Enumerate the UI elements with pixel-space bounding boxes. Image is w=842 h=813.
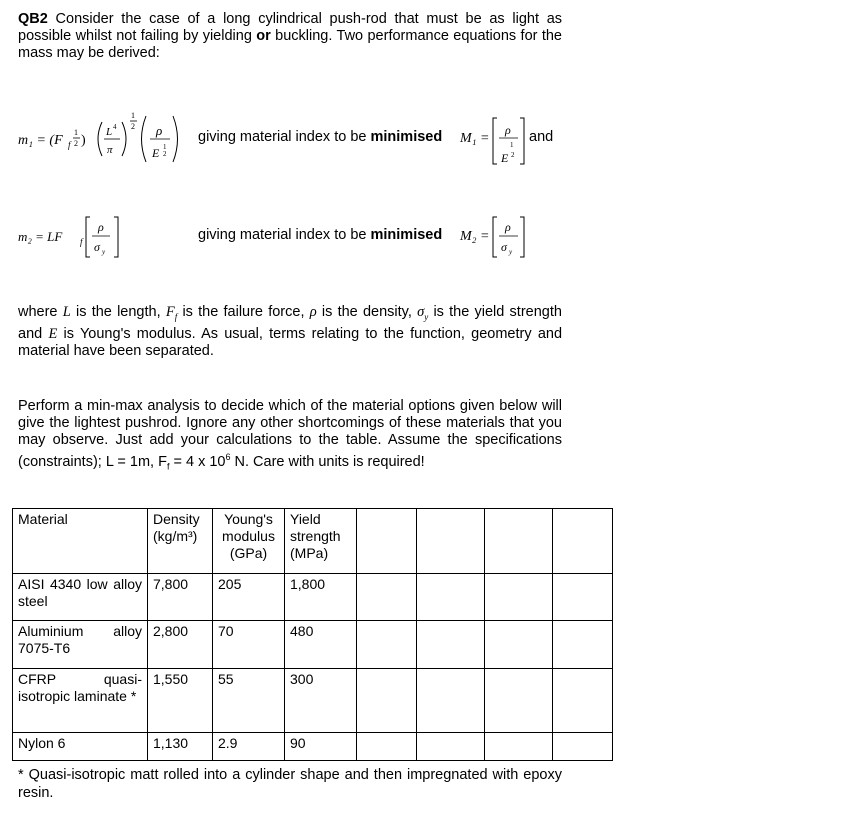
empty-cell[interactable]	[485, 621, 553, 669]
table-row	[13, 733, 613, 761]
m1-rho: ρ	[505, 123, 511, 137]
eq1-half2-num: 1	[131, 111, 135, 120]
eq1-half1-num: 1	[74, 128, 78, 137]
eq1-E: E	[152, 146, 160, 160]
row-density: 2,800	[148, 621, 213, 669]
eq1-and: and	[529, 129, 554, 145]
empty-cell[interactable]	[485, 669, 553, 733]
row-material: AISI 4340 low alloy steel	[13, 574, 148, 621]
row-modulus: 2.9	[213, 733, 285, 761]
empty-cell[interactable]	[485, 509, 553, 574]
index-m2	[458, 213, 530, 263]
row-strength: 300	[285, 669, 357, 733]
task-sup: 6	[225, 452, 231, 462]
empty-cell[interactable]	[553, 621, 613, 669]
where-t5: is the yield strength and	[18, 304, 562, 342]
empty-cell[interactable]	[357, 733, 417, 761]
m1-E: E	[501, 151, 509, 165]
m2-rho: ρ	[505, 220, 511, 234]
m1-exp-num: 1	[510, 141, 514, 149]
empty-cell[interactable]	[357, 669, 417, 733]
empty-cell[interactable]	[417, 733, 485, 761]
eq1-close-paren: )	[81, 133, 86, 148]
row-modulus: 205	[213, 574, 285, 621]
where-t6: is Young's modulus. As usual, terms relating to the function, geometry and material have been separated.	[18, 325, 563, 359]
empty-cell[interactable]	[357, 509, 417, 574]
where-sigma: $\sigma_y$	[417, 304, 429, 322]
eq1-giving	[198, 129, 442, 145]
task-text2: = 4 x 10	[169, 453, 226, 470]
table-footnote: * Quasi-isotropic matt rolled into a cylinder shape and then impregnated with epoxy resin.	[18, 767, 562, 801]
eq1-L: L	[106, 126, 113, 138]
eq1-L-exp: 4	[113, 123, 117, 131]
row-modulus: 55	[213, 669, 285, 733]
header-material: Material	[13, 509, 148, 574]
equation-m2-formula	[18, 211, 128, 261]
equation-m1	[18, 104, 188, 178]
task-text: Perform a min-max analysis to decide which of the material options given below will give the lightest pushrod. Ignore any other shortcomings of these materials that you may observe. Just add your calculations to the table. Assume the specifications (constraints); L = 1m, F	[18, 398, 562, 470]
header-strength: Yield strength (MPa)	[285, 509, 357, 574]
row-density: 1,130	[148, 733, 213, 761]
header-density: Density (kg/m³)	[148, 509, 213, 574]
eq1-pi: π	[107, 144, 113, 156]
row-density: 7,800	[148, 574, 213, 621]
empty-cell[interactable]	[553, 669, 613, 733]
equation-m1-formula	[18, 104, 188, 174]
intro-or: or	[256, 28, 271, 44]
eq2-giving-text: giving material index to be	[198, 227, 367, 243]
eq1-sub-f: f	[68, 140, 71, 150]
eq1-rho: ρ	[156, 123, 163, 138]
row-strength: 1,800	[285, 574, 357, 621]
eq1-minimised: minimised	[370, 129, 443, 145]
intro-text: Consider the case of a long cylindrical push-rod that must be as light as possible whilst not failing by yielding	[18, 11, 563, 44]
row-strength: 480	[285, 621, 357, 669]
where-Ff: $F_f$	[165, 304, 178, 322]
intro-end: buckling. Two performance equations for the mass may be derived:	[18, 28, 562, 61]
eq1-half1-den: 2	[74, 139, 78, 148]
empty-cell[interactable]	[417, 574, 485, 621]
row-modulus: 70	[213, 621, 285, 669]
empty-cell[interactable]	[485, 733, 553, 761]
eq1-half2-den: 2	[131, 122, 135, 131]
empty-cell[interactable]	[553, 509, 613, 574]
eq2-minimised: minimised	[370, 227, 443, 243]
eq2-sub-f: f	[80, 237, 83, 247]
row-material: Nylon 6	[13, 733, 148, 761]
index-m1-formula	[458, 112, 528, 168]
empty-cell[interactable]	[553, 733, 613, 761]
task-sub: f	[166, 461, 170, 472]
row-material: Aluminium alloy 7075-T6	[13, 621, 148, 669]
eq2-lhs: m₂ = LF	[18, 229, 63, 244]
eq2-sigma: σ	[94, 240, 100, 254]
eq2-rho: ρ	[98, 220, 104, 234]
eq1-E-exp-num: 1	[163, 143, 167, 151]
row-material: CFRP quasi-isotropic laminate *	[13, 669, 148, 733]
m2-sigma-sub: y	[509, 248, 513, 256]
where-t4: is the density,	[321, 304, 412, 320]
empty-cell[interactable]	[417, 669, 485, 733]
table-header-row	[13, 509, 613, 574]
where-t3: is the failure force,	[182, 304, 305, 320]
m1-exp-den: 2	[511, 151, 515, 159]
where-t1: where	[18, 304, 58, 320]
eq1-E-exp-den: 2	[163, 150, 167, 158]
where-E: E	[48, 325, 58, 342]
where-t2: is the length,	[76, 304, 161, 320]
header-modulus: Young's modulus (GPa)	[213, 509, 285, 574]
eq2-giving	[198, 227, 442, 243]
empty-cell[interactable]	[357, 574, 417, 621]
row-density: 1,550	[148, 669, 213, 733]
task-paragraph	[18, 398, 562, 476]
empty-cell[interactable]	[357, 621, 417, 669]
table-row	[13, 621, 613, 669]
eq1-lhs: m₁ = (F	[18, 133, 63, 148]
where-rho: ρ	[309, 304, 317, 320]
eq2-sigma-sub: y	[102, 248, 106, 256]
question-label: QB2	[18, 11, 48, 27]
index-m1	[458, 112, 528, 172]
row-strength: 90	[285, 733, 357, 761]
m2-sigma: σ	[501, 240, 507, 254]
m1-label: M₁ =	[460, 131, 490, 146]
empty-cell[interactable]	[417, 621, 485, 669]
empty-cell[interactable]	[417, 509, 485, 574]
table-row	[13, 574, 613, 621]
equation-m2	[18, 211, 128, 265]
where-paragraph	[18, 304, 562, 360]
materials-table	[12, 508, 613, 761]
m2-label: M₂ =	[460, 229, 490, 244]
question-intro	[18, 11, 562, 62]
where-L: L	[62, 304, 71, 320]
index-m2-formula	[458, 213, 530, 259]
empty-cell[interactable]	[553, 574, 613, 621]
eq1-giving-text: giving material index to be	[198, 129, 367, 145]
empty-cell[interactable]	[485, 574, 553, 621]
task-text3: N. Care with units is required!	[230, 453, 425, 470]
table-row	[13, 669, 613, 733]
